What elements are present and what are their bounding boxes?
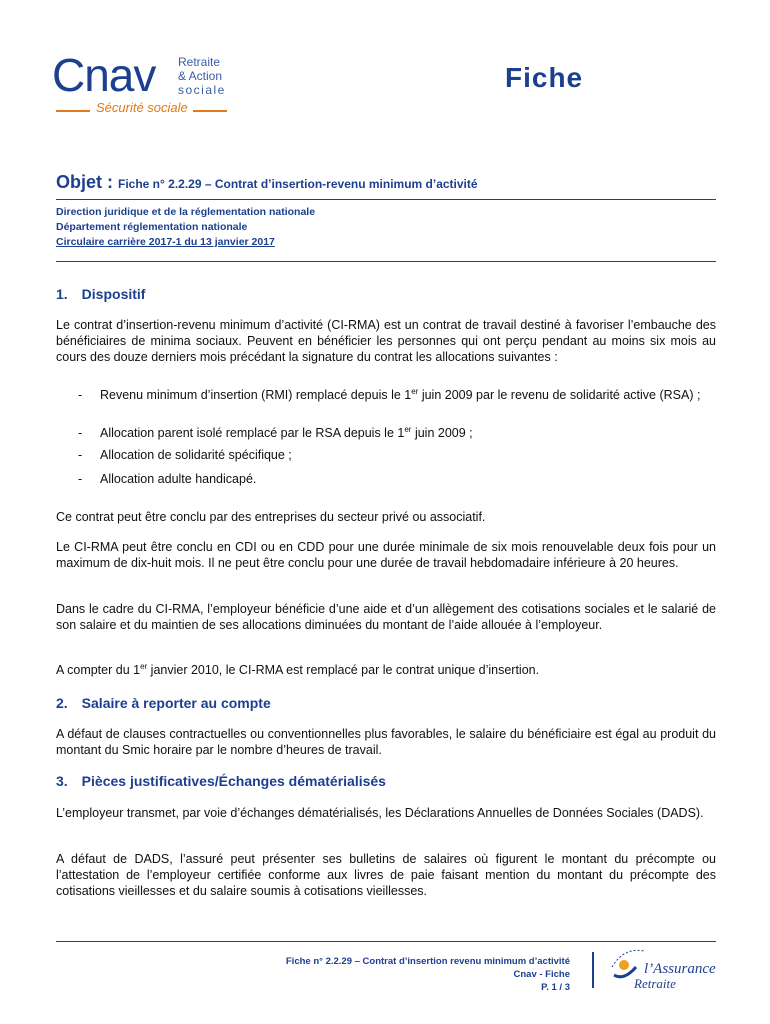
section-heading-dispositif: 1. Dispositif (56, 286, 146, 302)
paragraph: Dans le cadre du CI-RMA, l’employeur bénéficie d’une aide et d’un allègement des cotisations sociales et le salarié de son salaire et du maintien de ses allocations diminuées du montant de l’aide allouée à l’employeur. (56, 602, 716, 632)
list-item-text: Allocation adulte handicapé. (100, 472, 257, 486)
divider (56, 261, 716, 262)
logo-sun-icon (619, 960, 629, 970)
cnav-logo: Cnav (52, 49, 156, 101)
circulaire-wrap (56, 236, 275, 248)
logo-rule-left (56, 110, 90, 112)
footer-separator (592, 952, 594, 988)
paragraph: Le CI-RMA peut être conclu en CDI ou en CDD pour une durée minimale de six mois renouvelable deux fois pour un maximum de dix-huit mois. Il ne peut être conclu pour une durée de travail hebdomadaire inférieure à 20 heures. (56, 540, 716, 570)
paragraph: Ce contrat peut être conclu par des entreprises du secteur privé ou associatif. (56, 510, 486, 524)
section-heading-salaire: 2. Salaire à reporter au compte (56, 695, 271, 711)
list-dash: - (78, 472, 83, 486)
divider (56, 199, 716, 200)
logo-sub-action: & Action (178, 69, 223, 83)
list-dash: - (78, 448, 83, 462)
list-item-text: Allocation de solidarité spécifique ; (100, 448, 292, 462)
list-item-text: Allocation parent isolé remplacé par le RSA depuis le 1er juin 2009 ; (100, 424, 473, 440)
paragraph: A compter du 1er janvier 2010, le CI-RMA est remplacé par le contrat unique d’insertion. (56, 661, 540, 677)
logo-text-retraite: Retraite (634, 976, 676, 991)
paragraph: Le contrat d’insertion-revenu minimum d’activité (CI-RMA) est un contrat de travail destiné à favoriser l’embauche des bénéficiaires de minima sociaux. Peuvent en bénéficier les personnes qui ont perçu pendant au moins six mois au cours des douze derniers mois précédant la signature du contrat les allocations suivantes : (56, 318, 716, 364)
circulaire-link[interactable]: Circulaire carrière 2017-1 du 13 janvier 2017 (56, 236, 275, 248)
objet-line (56, 172, 716, 193)
direction: Direction juridique et de la réglementation nationale (56, 206, 316, 218)
logo-text-assurance: l’Assurance (644, 961, 716, 977)
list-dash: - (78, 426, 83, 440)
assurance-retraite-logo (604, 945, 734, 995)
objet-label: Objet : (56, 172, 118, 192)
paragraph: A défaut de clauses contractuelles ou conventionnelles plus favorables, le salaire du bénéficiaire est égal au produit du montant du Smic horaire par le nombre d’heures de travail. (56, 727, 716, 757)
logo-securite-sociale: Sécurité sociale (96, 100, 188, 115)
footer-fiche-title: Fiche n° 2.2.29 – Contrat d’insertion revenu minimum d’activité (285, 956, 570, 967)
footer-doc-type: Cnav - Fiche (513, 969, 570, 980)
paragraph: A défaut de DADS, l’assuré peut présenter ses bulletins de salaires où figurent le montant du précompte ou l’attestation de l’employeur certifiée conforme aux livres de paie faisant mention du montant du précompte des cotisations vieillesses et du salaire soumis à cotisations vieillesses. (56, 852, 716, 898)
logo-rule-right (193, 110, 227, 112)
list-item-text: Revenu minimum d’insertion (RMI) remplacé depuis le 1er juin 2009 par le revenu de solidarité active (RSA) ; (100, 386, 701, 402)
logo-sub-sociale: sociale (178, 83, 226, 97)
logo-sub-retraite: Retraite (178, 55, 221, 69)
objet-text: Fiche n° 2.2.29 – Contrat d’insertion-revenu minimum d’activité (118, 177, 478, 191)
section-heading-pieces: 3. Pièces justificatives/Échanges dématérialisés (56, 773, 386, 789)
departement: Département réglementation nationale (56, 221, 248, 233)
paragraph: L’employeur transmet, par voie d’échanges dématérialisés, les Déclarations Annuelles de Données Sociales (DADS). (56, 806, 704, 820)
footer-divider (56, 941, 716, 942)
list-dash: - (78, 388, 83, 402)
footer-page-number: P. 1 / 3 (541, 982, 570, 993)
page-title: Fiche (505, 62, 584, 93)
